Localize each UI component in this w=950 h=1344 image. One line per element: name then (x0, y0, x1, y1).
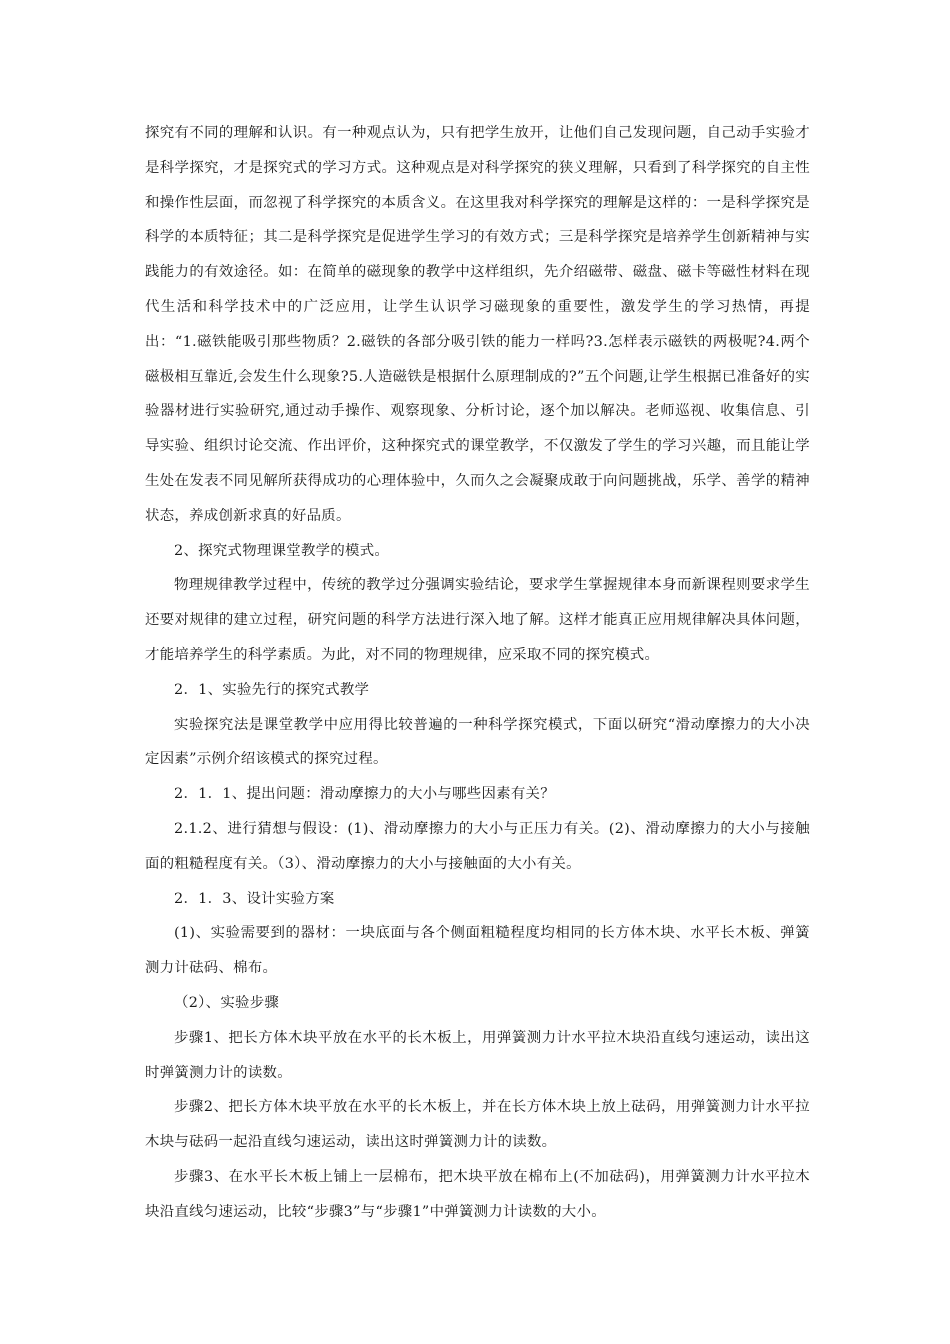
subheading-experiment-steps: （2）、实验步骤 (174, 994, 280, 1011)
paragraph-step-1: 步骤1、把长方体木块平放在水平的长木板上，用弹簧测力计水平拉木块沿直线匀速运动，读出这时弹簧测力计的读数。 (145, 1029, 810, 1081)
paragraph-physics-law-teaching: 物理规律教学过程中，传统的教学过分强调实验结论，要求学生掌握规律本身而新课程则要求学生还要对规律的建立过程，研究问题的科学方法进行深入地了解。这样才能真正应用规律解决具体问题，才能培养学生的科学素质。为此，对不同的物理规律，应采取不同的探究模式。 (145, 577, 810, 663)
section-heading-2: 2、探究式物理课堂教学的模式。 (174, 542, 390, 559)
paragraph-intro-continued: 探究有不同的理解和认识。有一种观点认为，只有把学生放开，让他们自己发现问题，自己动手实验才是科学探究，才是探究式的学习方式。这种观点是对科学探究的狭义理解，只看到了科学探究的自主性和操作性层面，而忽视了科学探究的本质含义。在这里我对科学探究的理解是这样的：一是科学探究是科学的本质特征；其二是科学探究是促进学生学习的有效方式；三是科学探究是培养学生创新精神与实践能力的有效途径。如：在简单的磁现象的教学中这样组织，先介绍磁带、磁盘、磁卡等磁性材料在现代生活和科学技术中的广泛应用，让学生认识学习磁现象的重要性，激发学生的学习热情，再提出：“1.磁铁能吸引那些物质？2.磁铁的各部分吸引铁的能力一样吗?3.怎样表示磁铁的两极呢?4.两个磁极相互靠近,会发生什么现象?5.人造磁铁是根据什么原理制成的?”五个问题,让学生根据已准备好的实验器材进行实验研究,通过动手操作、观察现象、分析讨论，逐个加以解决。老师巡视、收集信息、引导实验、组织讨论交流、作出评价，这种探究式的课堂教学，不仅激发了学生的学习兴趣，而且能让学生处在发表不同见解所获得成功的心理体验中，久而久之会凝聚成敢于向问题挑战，乐学、善学的精神状态，养成创新求真的好品质。 (145, 125, 810, 524)
paragraph-hypothesis: 2.1.2、进行猜想与假设：(1)、滑动摩擦力的大小与正压力有关。(2)、滑动摩擦力的大小与接触面的粗糙程度有关。（3）、滑动摩擦力的大小与接触面的大小有关。 (145, 820, 810, 872)
section-heading-2-1-3: 2．1．3、设计实验方案 (174, 890, 335, 907)
section-heading-2-1-1: 2．1．1、提出问题：滑动摩擦力的大小与哪些因素有关？ (174, 786, 555, 803)
document-body (145, 116, 810, 1230)
paragraph-equipment: (1)、实验需要到的器材：一块底面与各个侧面粗糙程度均相同的长方体木块、水平长木板、弹簧测力计砝码、棉布。 (145, 925, 810, 977)
paragraph-experiment-method: 实验探究法是课堂教学中应用得比较普遍的一种科学探究模式，下面以研究“滑动摩擦力的大小决定因素”示例介绍该模式的探究过程。 (145, 716, 810, 768)
paragraph-step-2: 步骤2、把长方体木块平放在水平的长木板上，并在长方体木块上放上砝码，用弹簧测力计水平拉木块与砝码一起沿直线匀速运动，读出这时弹簧测力计的读数。 (145, 1099, 810, 1151)
paragraph-step-3: 步骤3、在水平长木板上铺上一层棉布，把木块平放在棉布上(不加砝码)，用弹簧测力计水平拉木块沿直线匀速运动，比较“步骤3”与“步骤1”中弹簧测力计读数的大小。 (145, 1168, 810, 1220)
section-heading-2-1: 2．1、实验先行的探究式教学 (174, 681, 370, 698)
